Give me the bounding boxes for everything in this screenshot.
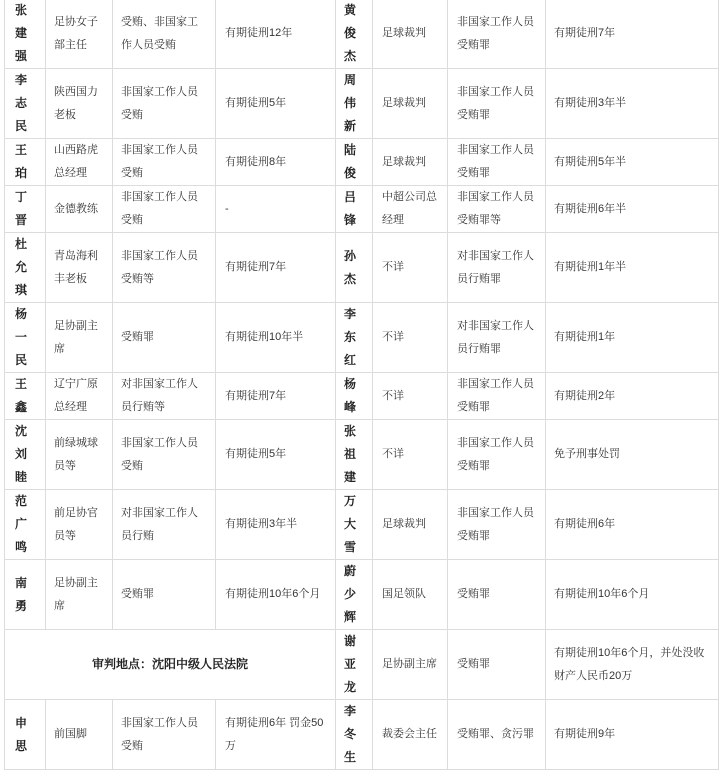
defendant-name-cell: [336, 186, 373, 233]
defendant-name: 王鑫: [15, 377, 28, 414]
defendant-position: 前绿城球员等: [46, 420, 113, 490]
defendant-sentence: 有期徒刑7年: [216, 373, 336, 420]
defendant-position: 足球裁判: [373, 69, 448, 139]
defendant-charge: 对非国家工作人员行贿罪: [448, 303, 546, 373]
defendant-name-cell: [336, 490, 373, 560]
defendant-sentence: 有期徒刑3年半: [216, 490, 336, 560]
table-row: [5, 0, 719, 69]
defendant-sentence: 有期徒刑6年: [546, 490, 719, 560]
defendant-charge: 非国家工作人员受贿: [113, 420, 216, 490]
defendant-sentence: 有期徒刑6年 罚金50万: [216, 700, 336, 770]
defendant-name-cell: [5, 420, 46, 490]
defendant-charge: 非国家工作人员受贿罪: [448, 373, 546, 420]
defendant-name-cell: [5, 233, 46, 303]
defendant-position: 中超公司总经理: [373, 186, 448, 233]
defendant-name-cell: [336, 233, 373, 303]
defendant-name: 沈刘睦: [15, 424, 28, 484]
defendant-position: 足协副主席: [46, 560, 113, 630]
defendant-position: 陕西国力老板: [46, 69, 113, 139]
defendant-charge: 受贿罪: [113, 303, 216, 373]
defendant-sentence: 有期徒刑5年: [216, 420, 336, 490]
defendant-sentence: 有期徒刑7年: [216, 233, 336, 303]
defendant-sentence: 有期徒刑10年6个月: [216, 560, 336, 630]
defendant-sentence: 有期徒刑10年6个月，并处没收财产人民币20万: [546, 630, 719, 700]
defendant-name: 黄俊杰: [344, 3, 357, 63]
defendant-name-cell: [5, 560, 46, 630]
defendant-position: 足球裁判: [373, 490, 448, 560]
defendant-name: 谢亚龙: [344, 634, 357, 694]
defendant-name-cell: [5, 303, 46, 373]
defendant-name: 吕锋: [344, 190, 357, 227]
defendant-sentence: 免予刑事处罚: [546, 420, 719, 490]
defendant-name: 陆俊: [344, 143, 357, 180]
defendant-name: 张祖建: [344, 424, 357, 484]
defendant-position: 山西路虎总经理: [46, 139, 113, 186]
defendant-position: 不详: [373, 233, 448, 303]
defendant-charge: 对非国家工作人员行贿: [113, 490, 216, 560]
table-row: [5, 420, 719, 490]
defendant-charge: 非国家工作人员受贿: [113, 139, 216, 186]
defendant-name: 王珀: [15, 143, 28, 180]
defendant-sentence: 有期徒刑9年: [546, 700, 719, 770]
defendant-position: 不详: [373, 373, 448, 420]
defendant-sentence: 有期徒刑10年半: [216, 303, 336, 373]
defendant-position: 金德教练: [46, 186, 113, 233]
defendant-charge: 非国家工作人员受贿罪: [448, 139, 546, 186]
defendant-name: 杨峰: [344, 377, 357, 414]
defendant-sentence: 有期徒刑6年半: [546, 186, 719, 233]
defendant-position: 裁委会主任: [373, 700, 448, 770]
defendant-name-cell: [336, 303, 373, 373]
defendant-position: 不详: [373, 420, 448, 490]
defendant-name-cell: [336, 630, 373, 700]
table-row: [5, 373, 719, 420]
defendant-sentence: 有期徒刑7年: [546, 0, 719, 69]
defendant-charge: 对非国家工作人员行贿罪: [448, 233, 546, 303]
defendant-name-cell: [5, 186, 46, 233]
table-row: [5, 233, 719, 303]
defendant-name-cell: [5, 69, 46, 139]
defendant-name: 范广鸣: [15, 494, 28, 554]
defendant-charge: 非国家工作人员受贿罪: [448, 490, 546, 560]
defendant-charge: 非国家工作人员受贿罪等: [448, 186, 546, 233]
defendant-position: 青岛海利丰老板: [46, 233, 113, 303]
table-row: [5, 303, 719, 373]
defendant-position: 前国脚: [46, 700, 113, 770]
defendant-position: 足协副主席: [46, 303, 113, 373]
defendant-name-cell: [336, 373, 373, 420]
defendant-name-cell: [336, 0, 373, 69]
table-row: [5, 139, 719, 186]
defendant-position: 不详: [373, 303, 448, 373]
defendant-charge: 受贿罪、贪污罪: [448, 700, 546, 770]
defendant-sentence: 有期徒刑5年: [216, 69, 336, 139]
defendant-name: 李志民: [15, 73, 28, 133]
defendant-sentence: 有期徒刑12年: [216, 0, 336, 69]
defendant-name: 申思: [15, 715, 28, 753]
defendant-charge: 受贿、非国家工作人员受贿: [113, 0, 216, 69]
defendant-charge: 非国家工作人员受贿罪: [448, 0, 546, 69]
defendant-position: 前足协官员等: [46, 490, 113, 560]
defendant-name-cell: [5, 139, 46, 186]
defendant-sentence: 有期徒刑1年: [546, 303, 719, 373]
defendant-name-cell: [5, 700, 46, 770]
defendant-position: 足球裁判: [373, 139, 448, 186]
table-row: [5, 186, 719, 233]
defendant-name-cell: [336, 560, 373, 630]
defendant-charge: 非国家工作人员受贿: [113, 700, 216, 770]
defendant-charge: 受贿罪: [448, 630, 546, 700]
defendant-name: 李东红: [344, 307, 357, 367]
defendant-position: 足协女子部主任: [46, 0, 113, 69]
table-row: [5, 490, 719, 560]
defendant-name-cell: [5, 0, 46, 69]
defendant-charge: 非国家工作人员受贿等: [113, 233, 216, 303]
defendant-name-cell: [336, 700, 373, 770]
table-row: [5, 630, 719, 700]
defendant-sentence: -: [216, 186, 336, 233]
defendant-name: 周伟新: [344, 73, 357, 133]
defendant-charge: 受贿罪: [113, 560, 216, 630]
defendant-name: 万大雪: [344, 494, 357, 554]
defendant-name-cell: [336, 139, 373, 186]
defendant-name: 南勇: [15, 575, 28, 613]
defendant-name: 李冬生: [344, 704, 357, 764]
defendant-charge: 非国家工作人员受贿罪: [448, 420, 546, 490]
table-row: [5, 69, 719, 139]
defendant-charge: 对非国家工作人员行贿等: [113, 373, 216, 420]
defendant-name-cell: [5, 373, 46, 420]
defendant-charge: 非国家工作人员受贿罪: [448, 69, 546, 139]
defendant-position: 足协副主席: [373, 630, 448, 700]
defendant-charge: 受贿罪: [448, 560, 546, 630]
defendant-position: 国足领队: [373, 560, 448, 630]
sentencing-table: [4, 0, 719, 770]
defendant-name: 张建强: [15, 3, 28, 63]
defendant-sentence: 有期徒刑1年半: [546, 233, 719, 303]
defendant-position: 辽宁广原总经理: [46, 373, 113, 420]
defendant-name: 孙杰: [344, 248, 357, 286]
defendant-name-cell: [336, 420, 373, 490]
defendant-sentence: 有期徒刑8年: [216, 139, 336, 186]
defendant-sentence: 有期徒刑5年半: [546, 139, 719, 186]
defendant-position: 足球裁判: [373, 0, 448, 69]
defendant-sentence: 有期徒刑2年: [546, 373, 719, 420]
defendant-name: 杜允琪: [15, 237, 28, 297]
trial-venue: 审判地点：沈阳中级人民法院: [5, 630, 336, 700]
table-row: [5, 700, 719, 770]
defendant-name-cell: [336, 69, 373, 139]
defendant-charge: 非国家工作人员受贿: [113, 69, 216, 139]
table-row: [5, 560, 719, 630]
defendant-charge: 非国家工作人员受贿: [113, 186, 216, 233]
defendant-name-cell: [5, 490, 46, 560]
defendant-name: 杨一民: [15, 307, 28, 367]
defendant-sentence: 有期徒刑3年半: [546, 69, 719, 139]
defendant-sentence: 有期徒刑10年6个月: [546, 560, 719, 630]
defendant-name: 丁晋: [15, 190, 28, 227]
defendant-name: 蔚少辉: [344, 564, 357, 624]
